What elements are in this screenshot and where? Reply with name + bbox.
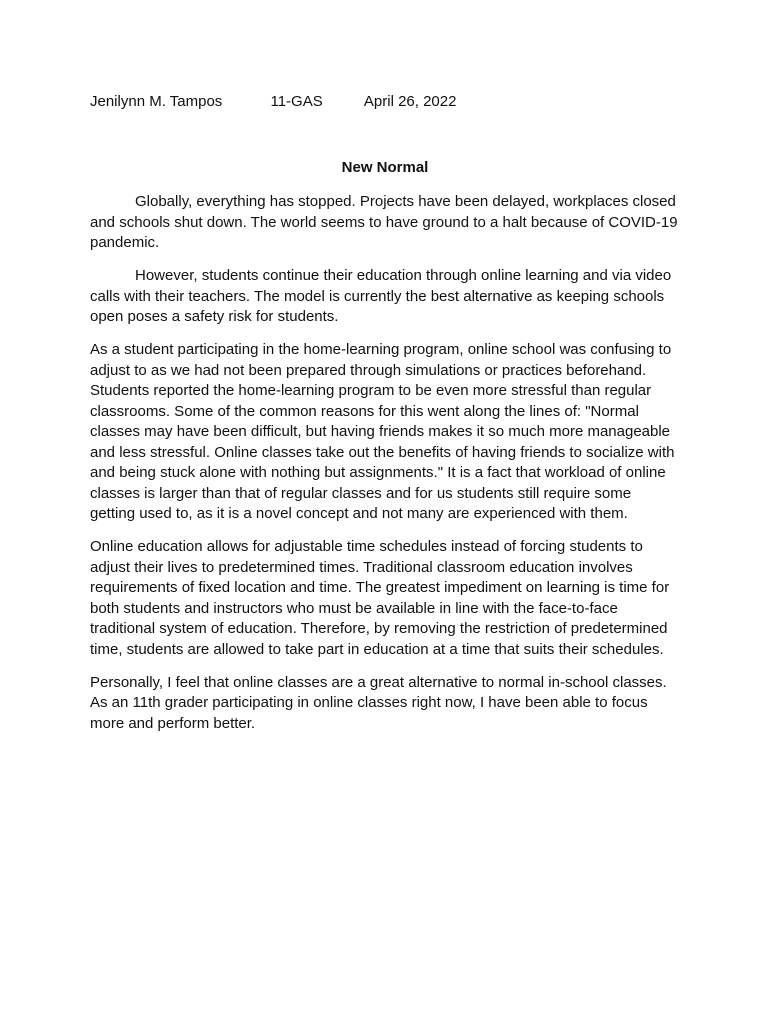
paragraph: Online education allows for adjustable time schedules instead of forcing students to adjust their lives to predetermined times. Traditional classroom education involves requirements of fixed location and time. The greatest impediment on learning is time for both students and instructors who must be available in line with the face-to-face traditional system of education. Therefore, by removing the restriction of predetermined time, students are allowed to take part in education at a time that suits their schedules.: [90, 538, 670, 658]
document-date: April 26, 2022: [363, 93, 457, 110]
document-body: [90, 192, 680, 747]
paragraph: Personally, I feel that online classes are a great alternative to normal in-school classes. As an 11th grader participating in online classes right now, I have been able to focus more and perform better.: [90, 673, 667, 732]
paragraph: However, students continue their education through online learning and via video calls with their teachers. The model is currently the best alternative as keeping schools open poses a safety risk for students.: [90, 267, 672, 325]
author-name: Jenilynn M. Tampos: [90, 93, 223, 110]
grade-section: 11-GAS: [270, 93, 323, 110]
paragraph: As a student participating in the home-learning program, online school was confusing to adjust to as we had not been prepared through simulations or practices beforehand. Students reported the home-learning program to be even more stressful than regular classrooms. Some of the common reasons for this went along the lines of: "Normal classes may have been difficult, but having friends makes it so much more manageable and less stressful. Online classes take out the benefits of having friends to socialize with and being stuck alone with nothing but assignments." It is a fact that workload of online classes is larger than that of regular classes and for us students still require some getting used to, as it is a novel concept and not many are experienced with them.: [90, 341, 675, 522]
paragraph: Globally, everything has stopped. Projects have been delayed, workplaces closed and schools shut down. The world seems to have ground to a halt because of COVID-19 pandemic.: [90, 193, 678, 251]
document-header: [90, 92, 680, 113]
document-title: New Normal: [341, 159, 429, 176]
